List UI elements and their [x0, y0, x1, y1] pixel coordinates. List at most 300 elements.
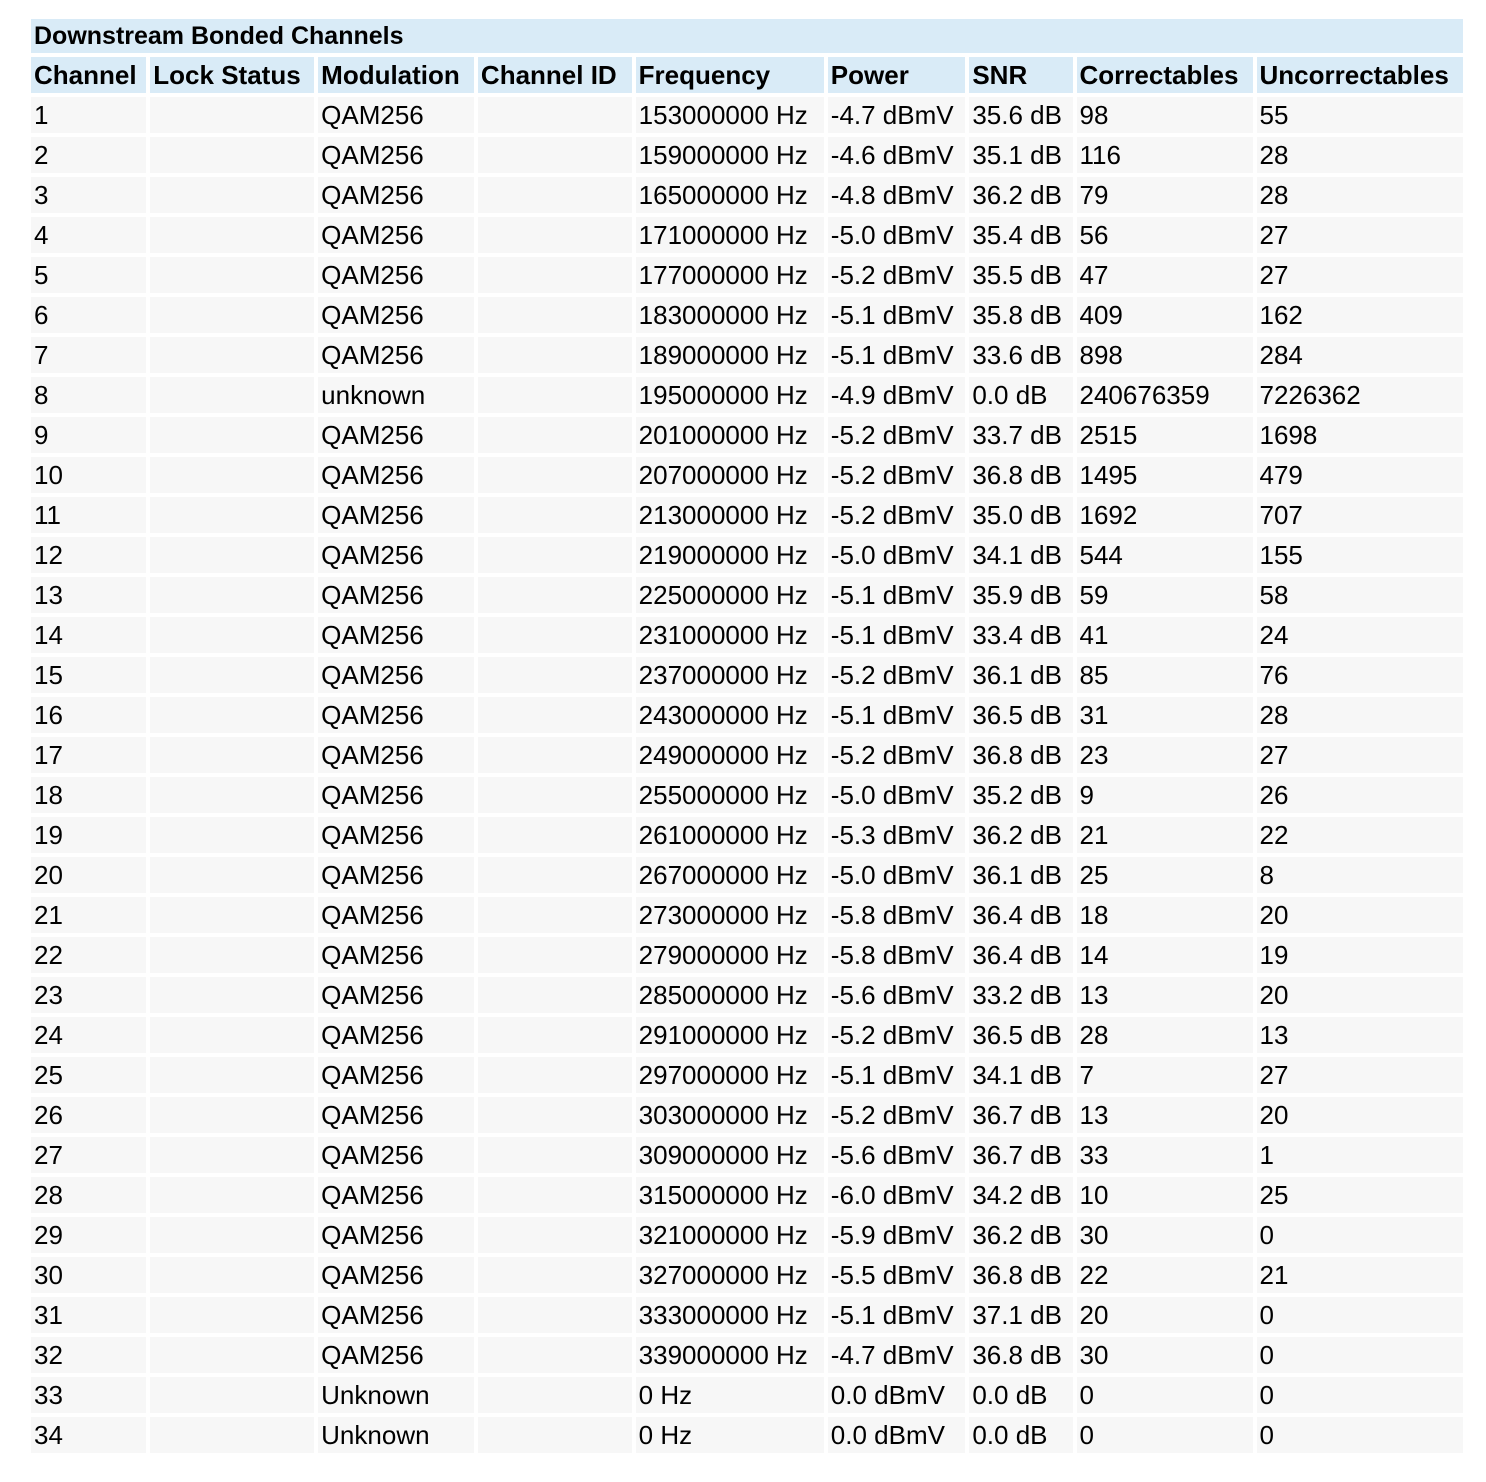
- cell-frequency: 219000000 Hz: [636, 537, 824, 573]
- cell-correctables: 18: [1077, 897, 1253, 933]
- table-row: [31, 377, 1463, 413]
- cell-lock-status: [150, 1017, 314, 1053]
- table-row: [31, 937, 1463, 973]
- table-row: [31, 1377, 1463, 1413]
- cell-channel-id: [478, 497, 632, 533]
- cell-uncorrectables: 19: [1257, 937, 1464, 973]
- cell-channel: 28: [31, 1177, 146, 1213]
- cell-correctables: 79: [1077, 177, 1253, 213]
- cell-power: -5.2 dBmV: [828, 457, 966, 493]
- cell-correctables: 116: [1077, 137, 1253, 173]
- cell-uncorrectables: 76: [1257, 657, 1464, 693]
- table-row: [31, 1217, 1463, 1253]
- cell-frequency: 243000000 Hz: [636, 697, 824, 733]
- cell-modulation: QAM256: [318, 937, 474, 973]
- cell-power: -4.7 dBmV: [828, 97, 966, 133]
- cell-channel: 15: [31, 657, 146, 693]
- cell-snr: 34.1 dB: [969, 537, 1072, 573]
- cell-channel: 7: [31, 337, 146, 373]
- cell-lock-status: [150, 737, 314, 773]
- cell-snr: 35.5 dB: [969, 257, 1072, 293]
- cell-modulation: QAM256: [318, 1017, 474, 1053]
- cell-snr: 36.1 dB: [969, 657, 1072, 693]
- cell-snr: 36.8 dB: [969, 457, 1072, 493]
- cell-frequency: 249000000 Hz: [636, 737, 824, 773]
- cell-channel: 31: [31, 1297, 146, 1333]
- cell-channel-id: [478, 1137, 632, 1173]
- cell-correctables: 10: [1077, 1177, 1253, 1213]
- cell-power: -5.0 dBmV: [828, 857, 966, 893]
- cell-frequency: 183000000 Hz: [636, 297, 824, 333]
- cell-correctables: 9: [1077, 777, 1253, 813]
- header-snr: SNR: [969, 57, 1072, 93]
- cell-channel-id: [478, 897, 632, 933]
- cell-frequency: 261000000 Hz: [636, 817, 824, 853]
- cell-correctables: 41: [1077, 617, 1253, 653]
- cell-frequency: 321000000 Hz: [636, 1217, 824, 1253]
- cell-channel-id: [478, 577, 632, 613]
- table-row: [31, 737, 1463, 773]
- cell-lock-status: [150, 337, 314, 373]
- cell-frequency: 303000000 Hz: [636, 1097, 824, 1133]
- cell-channel: 33: [31, 1377, 146, 1413]
- cell-uncorrectables: 28: [1257, 137, 1464, 173]
- cell-channel-id: [478, 377, 632, 413]
- cell-power: -5.6 dBmV: [828, 977, 966, 1013]
- cell-modulation: QAM256: [318, 857, 474, 893]
- cell-uncorrectables: 20: [1257, 977, 1464, 1013]
- cell-correctables: 0: [1077, 1377, 1253, 1413]
- cell-modulation: QAM256: [318, 337, 474, 373]
- cell-channel: 11: [31, 497, 146, 533]
- cell-correctables: 22: [1077, 1257, 1253, 1293]
- cell-channel-id: [478, 937, 632, 973]
- cell-channel-id: [478, 817, 632, 853]
- cell-channel: 12: [31, 537, 146, 573]
- cell-channel-id: [478, 1097, 632, 1133]
- cell-frequency: 225000000 Hz: [636, 577, 824, 613]
- table-row: [31, 417, 1463, 453]
- cell-modulation: QAM256: [318, 457, 474, 493]
- table-row: [31, 697, 1463, 733]
- cell-power: -5.1 dBmV: [828, 1057, 966, 1093]
- cell-uncorrectables: 22: [1257, 817, 1464, 853]
- cell-power: -5.0 dBmV: [828, 537, 966, 573]
- cell-frequency: 327000000 Hz: [636, 1257, 824, 1293]
- cell-correctables: 47: [1077, 257, 1253, 293]
- cell-power: -4.6 dBmV: [828, 137, 966, 173]
- table-row: [31, 1057, 1463, 1093]
- table-row: [31, 817, 1463, 853]
- table-row: [31, 617, 1463, 653]
- cell-uncorrectables: 155: [1257, 537, 1464, 573]
- cell-uncorrectables: 28: [1257, 697, 1464, 733]
- cell-uncorrectables: 28: [1257, 177, 1464, 213]
- cell-correctables: 409: [1077, 297, 1253, 333]
- cell-frequency: 231000000 Hz: [636, 617, 824, 653]
- cell-uncorrectables: 27: [1257, 257, 1464, 293]
- cell-power: -5.8 dBmV: [828, 897, 966, 933]
- cell-channel-id: [478, 417, 632, 453]
- table-row: [31, 97, 1463, 133]
- cell-channel: 22: [31, 937, 146, 973]
- cell-lock-status: [150, 1297, 314, 1333]
- cell-power: -5.2 dBmV: [828, 417, 966, 453]
- cell-power: -5.8 dBmV: [828, 937, 966, 973]
- cell-frequency: 159000000 Hz: [636, 137, 824, 173]
- cell-lock-status: [150, 937, 314, 973]
- cell-modulation: QAM256: [318, 1297, 474, 1333]
- cell-lock-status: [150, 297, 314, 333]
- cell-channel-id: [478, 97, 632, 133]
- cell-power: 0.0 dBmV: [828, 1417, 966, 1453]
- cell-correctables: 30: [1077, 1337, 1253, 1373]
- cell-frequency: 339000000 Hz: [636, 1337, 824, 1373]
- cell-lock-status: [150, 257, 314, 293]
- cell-snr: 36.8 dB: [969, 1337, 1072, 1373]
- cell-channel-id: [478, 217, 632, 253]
- table-row: [31, 1017, 1463, 1053]
- cell-modulation: QAM256: [318, 1217, 474, 1253]
- cell-power: -4.9 dBmV: [828, 377, 966, 413]
- cell-modulation: QAM256: [318, 257, 474, 293]
- cell-channel: 16: [31, 697, 146, 733]
- cell-correctables: 28: [1077, 1017, 1253, 1053]
- table-row: [31, 897, 1463, 933]
- cell-power: -5.2 dBmV: [828, 657, 966, 693]
- cell-uncorrectables: 55: [1257, 97, 1464, 133]
- cell-frequency: 201000000 Hz: [636, 417, 824, 453]
- cell-frequency: 333000000 Hz: [636, 1297, 824, 1333]
- cell-lock-status: [150, 377, 314, 413]
- cell-frequency: 207000000 Hz: [636, 457, 824, 493]
- cell-channel: 23: [31, 977, 146, 1013]
- cell-power: -5.2 dBmV: [828, 1097, 966, 1133]
- cell-frequency: 213000000 Hz: [636, 497, 824, 533]
- cell-channel-id: [478, 697, 632, 733]
- cell-modulation: QAM256: [318, 297, 474, 333]
- cell-uncorrectables: 0: [1257, 1377, 1464, 1413]
- cell-uncorrectables: 0: [1257, 1337, 1464, 1373]
- table-row: [31, 1297, 1463, 1333]
- header-modulation: Modulation: [318, 57, 474, 93]
- header-channel-id: Channel ID: [478, 57, 632, 93]
- cell-modulation: QAM256: [318, 657, 474, 693]
- cell-correctables: 2515: [1077, 417, 1253, 453]
- cell-snr: 36.2 dB: [969, 177, 1072, 213]
- cell-channel-id: [478, 1017, 632, 1053]
- cell-lock-status: [150, 977, 314, 1013]
- cell-uncorrectables: 7226362: [1257, 377, 1464, 413]
- cell-power: -5.2 dBmV: [828, 257, 966, 293]
- table-row: [31, 577, 1463, 613]
- cell-correctables: 33: [1077, 1137, 1253, 1173]
- cell-correctables: 98: [1077, 97, 1253, 133]
- cell-lock-status: [150, 697, 314, 733]
- cell-correctables: 1495: [1077, 457, 1253, 493]
- cell-power: -5.0 dBmV: [828, 777, 966, 813]
- cell-correctables: 0: [1077, 1417, 1253, 1453]
- cell-lock-status: [150, 1257, 314, 1293]
- cell-channel-id: [478, 137, 632, 173]
- cell-snr: 33.2 dB: [969, 977, 1072, 1013]
- cell-correctables: 21: [1077, 817, 1253, 853]
- cell-lock-status: [150, 897, 314, 933]
- header-correctables: Correctables: [1077, 57, 1253, 93]
- cell-snr: 0.0 dB: [969, 1377, 1072, 1413]
- cell-modulation: QAM256: [318, 737, 474, 773]
- cell-snr: 35.2 dB: [969, 777, 1072, 813]
- downstream-channels-table: [27, 15, 1467, 1457]
- cell-channel-id: [478, 297, 632, 333]
- cell-channel: 5: [31, 257, 146, 293]
- cell-frequency: 189000000 Hz: [636, 337, 824, 373]
- cell-channel-id: [478, 1217, 632, 1253]
- cell-snr: 36.2 dB: [969, 817, 1072, 853]
- cell-snr: 36.5 dB: [969, 1017, 1072, 1053]
- cell-channel-id: [478, 1257, 632, 1293]
- cell-frequency: 0 Hz: [636, 1377, 824, 1413]
- table-row: [31, 1177, 1463, 1213]
- table-row: [31, 497, 1463, 533]
- header-frequency: Frequency: [636, 57, 824, 93]
- cell-correctables: 14: [1077, 937, 1253, 973]
- cell-lock-status: [150, 457, 314, 493]
- cell-snr: 36.2 dB: [969, 1217, 1072, 1253]
- cell-uncorrectables: 20: [1257, 1097, 1464, 1133]
- cell-power: -5.0 dBmV: [828, 217, 966, 253]
- cell-lock-status: [150, 657, 314, 693]
- cell-channel: 26: [31, 1097, 146, 1133]
- table-header-row: [31, 57, 1463, 93]
- cell-uncorrectables: 21: [1257, 1257, 1464, 1293]
- cell-modulation: QAM256: [318, 1137, 474, 1173]
- cell-uncorrectables: 479: [1257, 457, 1464, 493]
- cell-snr: 0.0 dB: [969, 1417, 1072, 1453]
- cell-modulation: QAM256: [318, 817, 474, 853]
- cell-snr: 33.6 dB: [969, 337, 1072, 373]
- table-row: [31, 457, 1463, 493]
- cell-correctables: 20: [1077, 1297, 1253, 1333]
- cell-channel: 6: [31, 297, 146, 333]
- cell-channel: 24: [31, 1017, 146, 1053]
- cell-uncorrectables: 0: [1257, 1217, 1464, 1253]
- cell-channel: 19: [31, 817, 146, 853]
- cell-power: -4.8 dBmV: [828, 177, 966, 213]
- cell-channel-id: [478, 1337, 632, 1373]
- cell-uncorrectables: 58: [1257, 577, 1464, 613]
- cell-snr: 37.1 dB: [969, 1297, 1072, 1333]
- cell-correctables: 240676359: [1077, 377, 1253, 413]
- cell-correctables: 25: [1077, 857, 1253, 893]
- cell-snr: 35.6 dB: [969, 97, 1072, 133]
- cell-lock-status: [150, 177, 314, 213]
- cell-channel: 4: [31, 217, 146, 253]
- cell-lock-status: [150, 1097, 314, 1133]
- table-row: [31, 177, 1463, 213]
- cell-snr: 34.1 dB: [969, 1057, 1072, 1093]
- cell-channel: 9: [31, 417, 146, 453]
- cell-uncorrectables: 707: [1257, 497, 1464, 533]
- table-row: [31, 537, 1463, 573]
- cell-snr: 0.0 dB: [969, 377, 1072, 413]
- cell-channel: 21: [31, 897, 146, 933]
- cell-snr: 36.5 dB: [969, 697, 1072, 733]
- table-row: [31, 297, 1463, 333]
- cell-power: -5.3 dBmV: [828, 817, 966, 853]
- table-row: [31, 977, 1463, 1013]
- cell-correctables: 544: [1077, 537, 1253, 573]
- cell-power: -5.1 dBmV: [828, 697, 966, 733]
- cell-power: -5.1 dBmV: [828, 1297, 966, 1333]
- cell-uncorrectables: 27: [1257, 1057, 1464, 1093]
- cell-snr: 36.8 dB: [969, 1257, 1072, 1293]
- cell-power: -5.1 dBmV: [828, 577, 966, 613]
- table-body: [31, 97, 1463, 1453]
- cell-channel-id: [478, 777, 632, 813]
- cell-channel: 20: [31, 857, 146, 893]
- cell-snr: 36.8 dB: [969, 737, 1072, 773]
- cell-modulation: QAM256: [318, 1257, 474, 1293]
- cell-uncorrectables: 1698: [1257, 417, 1464, 453]
- table-row: [31, 1257, 1463, 1293]
- cell-modulation: QAM256: [318, 1097, 474, 1133]
- cell-lock-status: [150, 1337, 314, 1373]
- cell-snr: 36.4 dB: [969, 937, 1072, 973]
- table-row: [31, 657, 1463, 693]
- cell-modulation: QAM256: [318, 417, 474, 453]
- cell-snr: 36.7 dB: [969, 1137, 1072, 1173]
- cell-power: -5.1 dBmV: [828, 337, 966, 373]
- cell-channel-id: [478, 657, 632, 693]
- cell-channel-id: [478, 1297, 632, 1333]
- cell-power: -5.2 dBmV: [828, 737, 966, 773]
- cell-snr: 35.9 dB: [969, 577, 1072, 613]
- cell-channel-id: [478, 1417, 632, 1453]
- cell-snr: 35.1 dB: [969, 137, 1072, 173]
- cell-lock-status: [150, 577, 314, 613]
- cell-lock-status: [150, 417, 314, 453]
- table-row: [31, 1417, 1463, 1453]
- cell-lock-status: [150, 537, 314, 573]
- cell-lock-status: [150, 1177, 314, 1213]
- cell-power: -5.6 dBmV: [828, 1137, 966, 1173]
- cell-channel-id: [478, 177, 632, 213]
- cell-frequency: 285000000 Hz: [636, 977, 824, 1013]
- cell-correctables: 85: [1077, 657, 1253, 693]
- cell-frequency: 171000000 Hz: [636, 217, 824, 253]
- cell-modulation: QAM256: [318, 577, 474, 613]
- cell-frequency: 153000000 Hz: [636, 97, 824, 133]
- cell-uncorrectables: 1: [1257, 1137, 1464, 1173]
- cell-snr: 35.0 dB: [969, 497, 1072, 533]
- cell-modulation: QAM256: [318, 617, 474, 653]
- cell-modulation: QAM256: [318, 537, 474, 573]
- header-power: Power: [828, 57, 966, 93]
- table-row: [31, 257, 1463, 293]
- cell-channel-id: [478, 537, 632, 573]
- table-row: [31, 1337, 1463, 1373]
- header-channel: Channel: [31, 57, 146, 93]
- cell-frequency: 255000000 Hz: [636, 777, 824, 813]
- cell-correctables: 56: [1077, 217, 1253, 253]
- cell-frequency: 309000000 Hz: [636, 1137, 824, 1173]
- cell-channel: 3: [31, 177, 146, 213]
- cell-uncorrectables: 27: [1257, 737, 1464, 773]
- cell-snr: 33.4 dB: [969, 617, 1072, 653]
- cell-uncorrectables: 20: [1257, 897, 1464, 933]
- cell-channel: 27: [31, 1137, 146, 1173]
- cell-power: -5.2 dBmV: [828, 1017, 966, 1053]
- cell-frequency: 273000000 Hz: [636, 897, 824, 933]
- cell-channel-id: [478, 617, 632, 653]
- cell-channel: 34: [31, 1417, 146, 1453]
- header-lock-status: Lock Status: [150, 57, 314, 93]
- cell-channel: 25: [31, 1057, 146, 1093]
- cell-channel: 14: [31, 617, 146, 653]
- cell-channel-id: [478, 337, 632, 373]
- cell-correctables: 59: [1077, 577, 1253, 613]
- cell-modulation: QAM256: [318, 137, 474, 173]
- cell-correctables: 31: [1077, 697, 1253, 733]
- cell-channel-id: [478, 257, 632, 293]
- cell-correctables: 7: [1077, 1057, 1253, 1093]
- cell-lock-status: [150, 217, 314, 253]
- cell-lock-status: [150, 497, 314, 533]
- cell-snr: 36.4 dB: [969, 897, 1072, 933]
- cell-correctables: 1692: [1077, 497, 1253, 533]
- cell-modulation: QAM256: [318, 777, 474, 813]
- cell-frequency: 195000000 Hz: [636, 377, 824, 413]
- table-row: [31, 137, 1463, 173]
- cell-uncorrectables: 8: [1257, 857, 1464, 893]
- cell-frequency: 279000000 Hz: [636, 937, 824, 973]
- cell-lock-status: [150, 1057, 314, 1093]
- cell-power: -5.9 dBmV: [828, 1217, 966, 1253]
- cell-channel: 18: [31, 777, 146, 813]
- cell-frequency: 291000000 Hz: [636, 1017, 824, 1053]
- cell-channel: 2: [31, 137, 146, 173]
- cell-snr: 34.2 dB: [969, 1177, 1072, 1213]
- cell-correctables: 23: [1077, 737, 1253, 773]
- cell-channel-id: [478, 857, 632, 893]
- cell-modulation: QAM256: [318, 1177, 474, 1213]
- cell-uncorrectables: 26: [1257, 777, 1464, 813]
- cell-frequency: 0 Hz: [636, 1417, 824, 1453]
- cell-correctables: 13: [1077, 977, 1253, 1013]
- cell-lock-status: [150, 617, 314, 653]
- cell-correctables: 898: [1077, 337, 1253, 373]
- cell-modulation: QAM256: [318, 217, 474, 253]
- header-uncorrectables: Uncorrectables: [1257, 57, 1464, 93]
- cell-uncorrectables: 162: [1257, 297, 1464, 333]
- cell-power: -5.1 dBmV: [828, 297, 966, 333]
- cell-power: -4.7 dBmV: [828, 1337, 966, 1373]
- cell-uncorrectables: 13: [1257, 1017, 1464, 1053]
- cell-lock-status: [150, 1377, 314, 1413]
- cell-snr: 36.1 dB: [969, 857, 1072, 893]
- cell-channel-id: [478, 457, 632, 493]
- cell-power: -5.1 dBmV: [828, 617, 966, 653]
- cell-modulation: unknown: [318, 377, 474, 413]
- table-row: [31, 857, 1463, 893]
- cell-lock-status: [150, 97, 314, 133]
- cell-frequency: 297000000 Hz: [636, 1057, 824, 1093]
- cell-power: 0.0 dBmV: [828, 1377, 966, 1413]
- cell-snr: 35.8 dB: [969, 297, 1072, 333]
- cell-lock-status: [150, 857, 314, 893]
- cell-modulation: Unknown: [318, 1377, 474, 1413]
